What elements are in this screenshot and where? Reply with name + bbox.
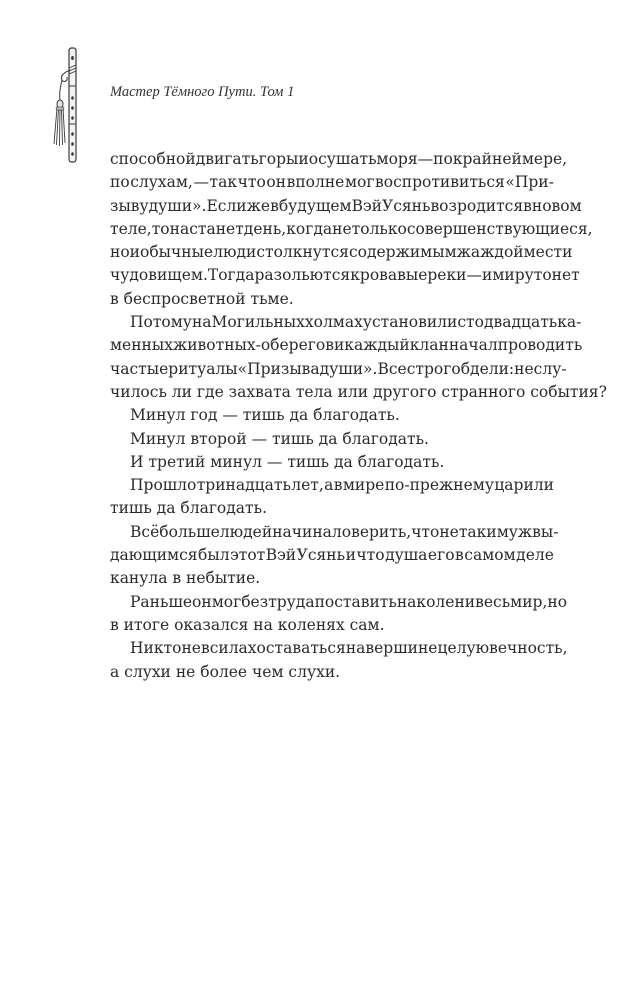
running-title: Мастер Тёмного Пути. Том 1 [110, 84, 295, 100]
text-line: канула в небытие. [110, 569, 261, 588]
text-line: зыву души». Если же в будущем Вэй Усянь возродится в новом [110, 196, 582, 215]
text-line: способной двигать горы и осушать моря — по крайней мере, [110, 150, 568, 168]
dizi-flute-with-tassel-icon [40, 46, 88, 164]
text-line: теле, то настанет день, когда не только совершенствующиеся, [110, 219, 593, 238]
text-line: И третий минул — тишь да благодать. [130, 452, 445, 471]
text-line: Всё больше людей начинало верить, что не таким уж вы- [130, 522, 559, 541]
text-line: Раньше он мог без труда поставить на колени весь мир, но [130, 592, 568, 611]
text-line: Минул второй — тишь да благодать. [130, 429, 429, 448]
text-line: менных животных-оберегов и каждый клан начал проводить [110, 336, 583, 355]
text-line: Минул год — тишь да благодать. [130, 406, 400, 425]
text-line: Прошло тринадцать лет, а в мире по-прежнему царили [130, 476, 554, 495]
text-line: дающимся был этот Вэй Усянь и что душа его в самом деле [110, 546, 554, 565]
text-line: но и обычные люди столкнутся с одержимым жаждой мести [110, 243, 573, 262]
text-line: Потому на Могильных холмах установили сто двадцать ка- [130, 313, 582, 332]
text-line: Никто не в силах оставаться на вершине целую вечность, [130, 639, 568, 658]
text-line: частые ритуалы «Призыва души». Все строго бдели: не слу- [110, 359, 567, 378]
text-line: а слухи не более чем слухи. [110, 662, 341, 681]
text-line: чилось ли где захвата тела или другого странного события? [110, 382, 607, 401]
text-line: в итоге оказался на коленях сам. [110, 615, 385, 634]
text-line: тишь да благодать. [110, 499, 267, 518]
text-line: чудовищем. Тогда разольются кровавые реки — и мир утонет [110, 266, 580, 285]
text-line: по слухам, — так что он вполне мог воспротивиться «При- [110, 173, 554, 192]
text-line: в беспросветной тьме. [110, 289, 294, 308]
page-body-text [110, 148, 607, 684]
